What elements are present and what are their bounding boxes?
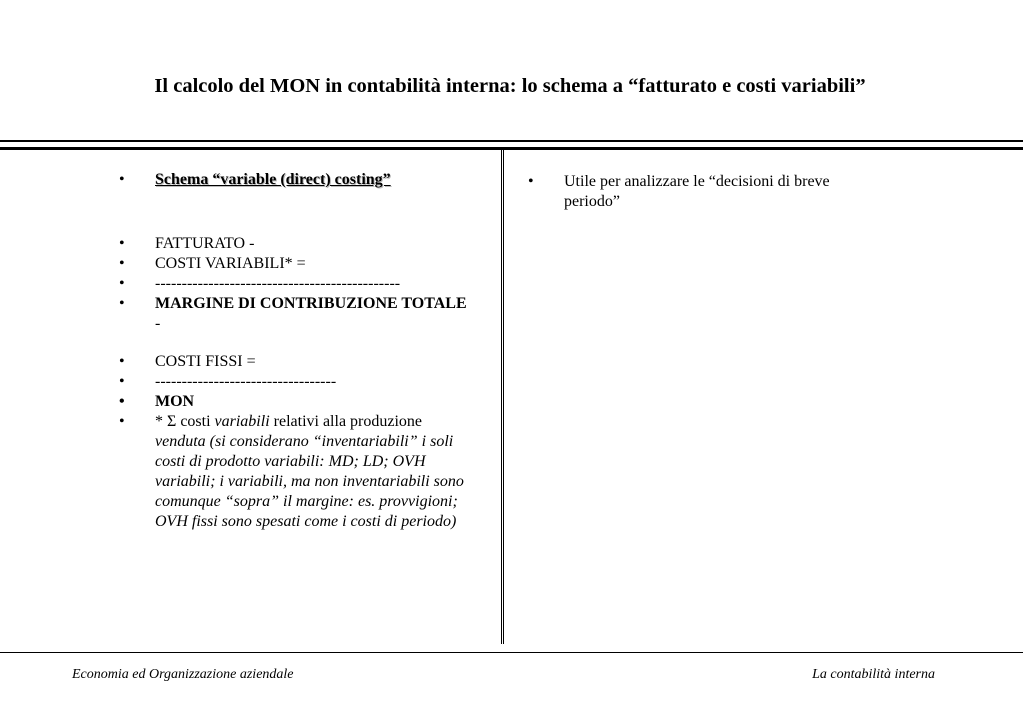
bullet-mon: • MON [119,392,474,412]
schema-heading: Schema “variable (direct) costing” [155,171,391,188]
margine-label: MARGINE DI CONTRIBUZIONE TOTALE [155,295,467,312]
bullet-margine [119,294,474,334]
title-rule-thin [0,140,1023,142]
note-prefix: * Σ costi [155,413,215,430]
bullet-costi-fissi: • COSTI FISSI = [119,352,474,372]
footer-right: La contabilità interna [812,667,935,682]
footer-left: Economia ed Organizzazione aziendale [72,667,294,682]
bullet-fatturato: • FATTURATO - [119,234,474,254]
margine-suffix: - [155,315,161,332]
note-mid: relativi alla produzione [269,413,423,430]
bullet-note [119,412,474,532]
note-italic: venduta (si considerano “inventariabili” i soli costi di prodotto variabili: MD; LD; OVH variabili; i variabili, ma non inventariabili sono comunque “sopra” il margine: es. provvigioni; OVH fissi sono spesati come i costi di periodo) [155,433,464,530]
note-variabili: variabili [214,413,270,430]
bullet-dashes-short: • ---------------------------------- [119,372,474,392]
bullet-heading [119,170,474,190]
left-bullet-list [119,170,474,532]
column-divider [501,150,504,644]
bullet-costi-variabili: • COSTI VARIABILI* = [119,254,474,274]
right-bullet-list [528,172,873,212]
title-rule-thick [0,147,1023,150]
bullet-utile: • Utile per analizzare le “decisioni di breve periodo” [528,172,873,212]
bullet-dashes-long: • ---------------------------------------------- [119,274,474,294]
slide-title: Il calcolo del MON in contabilità interna: lo schema a “fatturato e costi variabili” [154,75,866,97]
footer-rule [0,652,1023,653]
